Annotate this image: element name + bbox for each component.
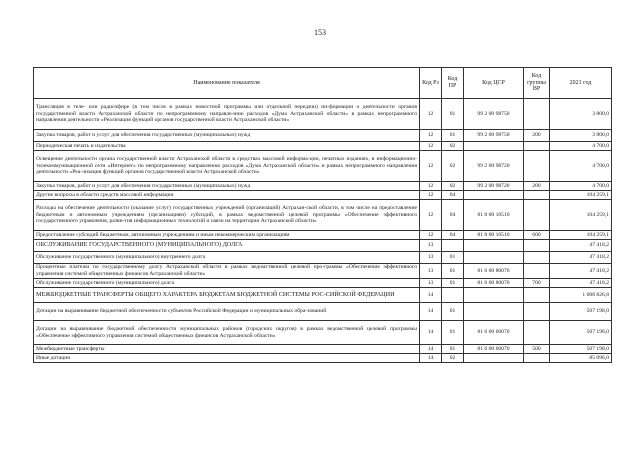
row-rz-cell: 14	[420, 303, 442, 321]
row-pr-cell: 02	[442, 182, 464, 191]
table-row	[34, 279, 612, 288]
row-name-cell: Предоставление субсидий бюджетным, автономным учреждениям и иным некоммерческим организациям	[34, 231, 420, 240]
table-row	[34, 191, 612, 200]
table-row	[34, 231, 612, 240]
header-vr: Код группы ВР	[524, 68, 550, 99]
row-pr-cell: 01	[442, 130, 464, 142]
row-pr-cell: 01	[442, 321, 464, 345]
row-pr-cell: 04	[442, 200, 464, 231]
row-vr-cell: 200	[524, 130, 550, 142]
row-csr-cell: 81 6 00 80070	[464, 264, 524, 279]
row-vr-cell	[524, 321, 550, 345]
row-amount-cell: 4 700,0	[550, 142, 612, 151]
header-year: 2021 год	[550, 68, 612, 99]
row-vr-cell	[524, 142, 550, 151]
row-amount-cell: 3 800,0	[550, 130, 612, 142]
row-name-cell: Периодическая печать и издательства	[34, 142, 420, 151]
row-csr-cell: 81 8 00 10510	[464, 200, 524, 231]
table-row	[34, 99, 612, 130]
row-csr-cell: 99 2 00 98720	[464, 182, 524, 191]
page-number: 153	[314, 28, 326, 37]
row-amount-cell: 507 198,0	[550, 345, 612, 354]
row-rz-cell: 13	[420, 252, 442, 264]
row-csr-cell: 99 2 00 98750	[464, 99, 524, 130]
table-row	[34, 288, 612, 303]
row-vr-cell	[524, 151, 550, 182]
row-pr-cell: 02	[442, 354, 464, 363]
row-vr-cell: 200	[524, 182, 550, 191]
row-csr-cell	[464, 288, 524, 303]
row-vr-cell	[524, 354, 550, 363]
row-rz-cell: 12	[420, 151, 442, 182]
budget-table	[33, 67, 612, 363]
table-row	[34, 252, 612, 264]
row-csr-cell: 81 6 00 80070	[464, 279, 524, 288]
row-amount-cell: 104 259,1	[550, 191, 612, 200]
row-amount-cell: 507 198,0	[550, 321, 612, 345]
row-csr-cell: 81 8 00 10510	[464, 231, 524, 240]
row-csr-cell	[464, 142, 524, 151]
header-rz: Код Рз	[420, 68, 442, 99]
row-vr-cell	[524, 264, 550, 279]
header-name: Наименование показателя	[34, 68, 420, 99]
row-amount-cell: 4 700,0	[550, 182, 612, 191]
row-csr-cell: 99 2 00 98720	[464, 151, 524, 182]
row-amount-cell: 1 008 826,8	[550, 288, 612, 303]
table-row	[34, 182, 612, 191]
table-row	[34, 240, 612, 252]
row-name-cell: Иные дотации	[34, 354, 420, 363]
row-pr-cell	[442, 240, 464, 252]
table-header-row	[34, 68, 612, 99]
row-csr-cell: 81 6 00 60070	[464, 345, 524, 354]
row-rz-cell: 13	[420, 279, 442, 288]
row-amount-cell: 85 096,0	[550, 354, 612, 363]
row-name-cell: Дотации на выравнивание бюджетной обеспеченности муниципальных районов (городских округов) в рамках ведомственной целевой программы «Обеспечение эффективного управления системой общественных финансов Астраханской области»	[34, 321, 420, 345]
row-amount-cell: 47 418,2	[550, 252, 612, 264]
row-name-cell: Процентные платежи по государственному долгу Астраханской области в рамках ведомственной целевой про-граммы «Обеспечение эффективного управления системой общественных финансов Астраханской области»	[34, 264, 420, 279]
row-rz-cell: 12	[420, 191, 442, 200]
row-name-cell: Дотации на выравнивание бюджетной обеспеченности субъектов Российской Федерации и муниципальных обра-зований	[34, 303, 420, 321]
row-name-cell: Обслуживание государственного (муниципального) долга	[34, 279, 420, 288]
row-vr-cell	[524, 288, 550, 303]
row-csr-cell	[464, 240, 524, 252]
row-rz-cell: 13	[420, 240, 442, 252]
row-name-cell: Расходы на обеспечение деятельности (оказание услуг) государственных учреждений (организаций) Астрахан-ской области, в том числе на предоставление бюджетным и автономным учреждениям (организациям) субсидий, в рамках ведомственной целевой программы «Обеспечение эффективного государственного управления, разви-тия информационных технологий и связи на территории Астраханской области»	[34, 200, 420, 231]
row-name-cell: МЕЖБЮДЖЕТНЫЕ ТРАНСФЕРТЫ ОБЩЕГО ХАРАКТЕРА БЮДЖЕТАМ БЮДЖЕТНОЙ СИСТЕМЫ РОС-СИЙСКОЙ ФЕДЕРАЦИИ	[34, 288, 420, 303]
table-row	[34, 303, 612, 321]
row-rz-cell: 12	[420, 142, 442, 151]
row-pr-cell: 01	[442, 345, 464, 354]
row-csr-cell: 81 6 00 60070	[464, 321, 524, 345]
row-name-cell: Обслуживание государственного (муниципального) внутреннего долга	[34, 252, 420, 264]
row-amount-cell: 47 418,2	[550, 279, 612, 288]
row-vr-cell	[524, 191, 550, 200]
table-row	[34, 354, 612, 363]
table-row	[34, 345, 612, 354]
row-rz-cell: 14	[420, 321, 442, 345]
table-row	[34, 264, 612, 279]
row-amount-cell: 47 418,2	[550, 240, 612, 252]
row-name-cell: Закупка товаров, работ и услуг для обеспечения государственных (муниципальных) нужд	[34, 130, 420, 142]
table-row	[34, 151, 612, 182]
row-name-cell: Другие вопросы в области средств массовой информации	[34, 191, 420, 200]
row-vr-cell: 700	[524, 279, 550, 288]
row-rz-cell: 12	[420, 200, 442, 231]
row-vr-cell: 600	[524, 231, 550, 240]
row-name-cell: ОБСЛУЖИВАНИЕ ГОСУДАРСТВЕННОГО (МУНИЦИПАЛЬНОГО) ДОЛГА	[34, 240, 420, 252]
row-rz-cell: 12	[420, 182, 442, 191]
row-pr-cell: 01	[442, 303, 464, 321]
row-csr-cell	[464, 354, 524, 363]
row-amount-cell: 104 259,1	[550, 231, 612, 240]
row-amount-cell: 4 700,0	[550, 151, 612, 182]
row-pr-cell: 01	[442, 264, 464, 279]
table-row	[34, 130, 612, 142]
table-row	[34, 142, 612, 151]
row-pr-cell: 01	[442, 252, 464, 264]
row-rz-cell: 13	[420, 264, 442, 279]
row-amount-cell: 507 198,0	[550, 303, 612, 321]
row-pr-cell	[442, 288, 464, 303]
row-name-cell: Трансляция в теле- или радиоэфире (в том числе в рамках новостной программы или отдельной передачи) ин-формации о деятельности органов государственной власти Астраханской области по непрограммному направле-нию расходов «Дума Астраханской области» в рамках непрограммного направления деятельности «Реализация функций органов государственной власти Астраханской области»	[34, 99, 420, 130]
row-vr-cell	[524, 200, 550, 231]
row-amount-cell: 3 800,0	[550, 99, 612, 130]
row-rz-cell: 14	[420, 288, 442, 303]
row-csr-cell	[464, 252, 524, 264]
row-rz-cell: 12	[420, 99, 442, 130]
row-rz-cell: 12	[420, 130, 442, 142]
row-name-cell: Освещение деятельности органа государственной власти Астраханской области в средствах массовой информа-ции, печатных изданиях, в информационно-телекоммуникационной сети «Интернет» по непрограммному направлению расходов «Дума Астраханской области» в рамках непрограммного направления деятельности «Реа-лизация функций органов государственной власти Астраханской области»	[34, 151, 420, 182]
table-row	[34, 200, 612, 231]
row-vr-cell	[524, 252, 550, 264]
row-vr-cell	[524, 240, 550, 252]
row-amount-cell: 47 418,2	[550, 264, 612, 279]
header-pr: Код ПР	[442, 68, 464, 99]
row-rz-cell: 14	[420, 345, 442, 354]
row-csr-cell	[464, 191, 524, 200]
row-pr-cell: 01	[442, 279, 464, 288]
header-csr: Код ЦСР	[464, 68, 524, 99]
row-csr-cell: 99 2 00 98750	[464, 130, 524, 142]
row-pr-cell: 02	[442, 151, 464, 182]
row-amount-cell: 104 259,1	[550, 200, 612, 231]
table-row	[34, 321, 612, 345]
row-rz-cell: 12	[420, 231, 442, 240]
row-vr-cell	[524, 99, 550, 130]
row-pr-cell: 01	[442, 99, 464, 130]
row-pr-cell: 02	[442, 142, 464, 151]
row-name-cell: Межбюджетные трансферты	[34, 345, 420, 354]
row-name-cell: Закупка товаров, работ и услуг для обеспечения государственных (муниципальных) нужд	[34, 182, 420, 191]
row-csr-cell	[464, 303, 524, 321]
row-pr-cell: 04	[442, 191, 464, 200]
row-vr-cell	[524, 303, 550, 321]
row-vr-cell: 500	[524, 345, 550, 354]
row-pr-cell: 04	[442, 231, 464, 240]
row-rz-cell: 14	[420, 354, 442, 363]
